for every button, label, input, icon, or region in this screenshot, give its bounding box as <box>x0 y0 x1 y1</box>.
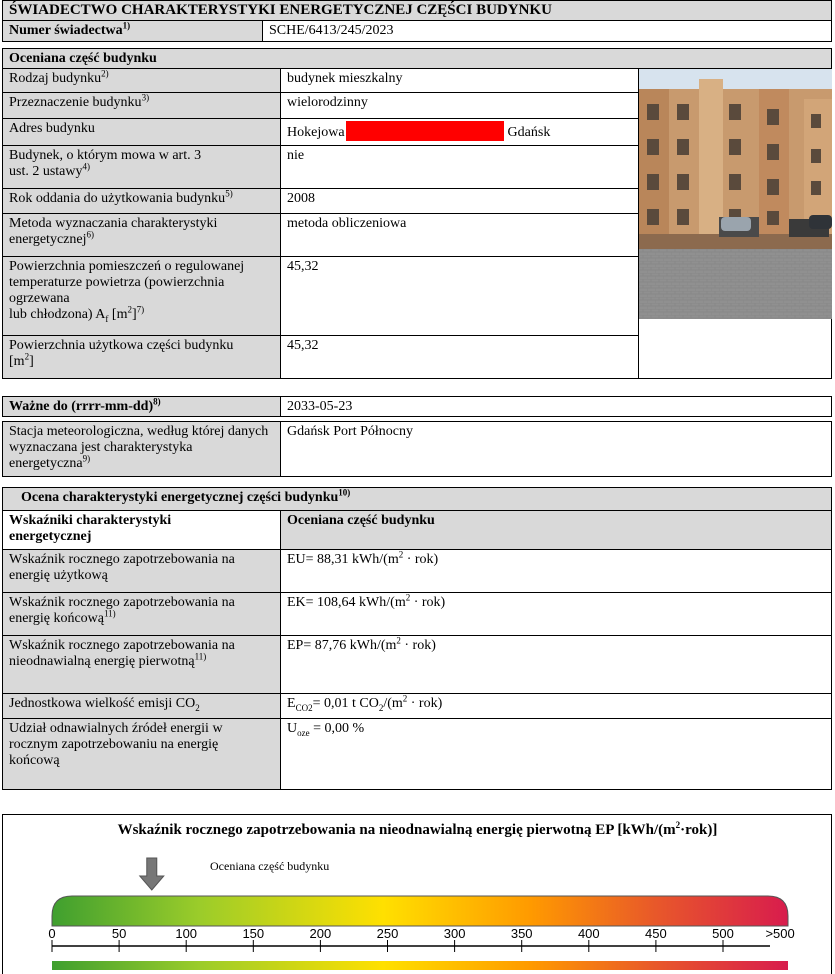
usable-area-label: Powierzchnia użytkowa części budynku $[m^2]$ <box>2 335 281 379</box>
ep-label: Wskaźnik rocznego zapotrzebowania na nieodnawialną energię pierwotną$^{11)}$ <box>2 635 281 694</box>
building-address-label: Adres budynku <box>2 118 281 146</box>
ep-tick-label: 450 <box>645 926 667 941</box>
ep-lower-bar <box>52 961 788 970</box>
building-purpose-value: wielorodzinny <box>280 92 639 119</box>
section-energy-title: Ocena charakterystyki energetycznej części budynku$^{10)}$ <box>2 487 832 511</box>
ep-scale <box>0 840 835 970</box>
ep-tick-label: 400 <box>577 926 600 941</box>
building-address-value: Hokejowa Gdańsk <box>280 118 639 146</box>
building-photo <box>639 69 832 319</box>
building-art3-value: nie <box>280 145 639 189</box>
ep-tick-label: 0 <box>48 926 56 941</box>
ep-tick-label: 300 <box>443 926 466 941</box>
indicators-header: Wskaźniki charakterystyki energetycznej <box>2 510 281 550</box>
section-building-title: Oceniana część budynku <box>2 48 832 69</box>
ep-tick-label: 150 <box>242 926 265 941</box>
ep-gradient-bar <box>52 896 788 926</box>
eu-label: Wskaźnik rocznego zapotrzebowania na energię użytkową <box>2 549 281 593</box>
building-art3-label: Budynek, o którym mowa w art. 3 ust. 2 ustawy$^{4)}$ <box>2 145 281 189</box>
building-type-value: budynek mieszkalny <box>280 68 639 93</box>
certificate-title: ŚWIADECTWO CHARAKTERYSTYKI ENERGETYCZNEJ CZĘŚCI BUDYNKU <box>2 0 832 21</box>
co2-label: Jednostkowa wielkość emisji $CO_2$ <box>2 693 281 719</box>
ep-tick-label: 50 <box>111 926 127 941</box>
renewables-value: $U_{oze} = 0,00$ % <box>280 718 832 790</box>
meteo-station-label: Stacja meteorologiczna, według której danych wyznaczana jest charakterystyka energetyczna$^{9)}$ <box>2 421 281 477</box>
calc-method-value: metoda obliczeniowa <box>280 213 639 257</box>
ep-tick-label: >500 <box>765 926 795 941</box>
assessed-marker-arrow <box>140 858 164 890</box>
calc-method-label: Metoda wyznaczania charakterystyki energetycznej$^{6)}$ <box>2 213 281 257</box>
building-type-label: Rodzaj budynku$^{2)}$ <box>2 68 281 93</box>
ek-label: Wskaźnik rocznego zapotrzebowania na energię końcową$^{11)}$ <box>2 592 281 636</box>
ep-tick-label: 350 <box>510 926 533 941</box>
usable-area-value: 45,32 <box>280 335 639 379</box>
ep-tick-label: 250 <box>376 926 399 941</box>
building-year-value: 2008 <box>280 188 639 214</box>
valid-until-label: Ważne do (rrrr-mm-dd)$^{8)}$ <box>2 396 281 417</box>
assessed-marker-label: Oceniana część budynku <box>210 859 330 873</box>
valid-until-value: 2033-05-23 <box>280 396 832 417</box>
building-year-label: Rok oddania do użytkowania budynku$^{5)}$ <box>2 188 281 214</box>
eu-value: EU= 88,31 kWh/$(m^2 \cdot rok)$ <box>280 549 832 593</box>
meteo-station-value: Gdańsk Port Północny <box>280 421 832 477</box>
certificate-number-value: SCHE/6413/245/2023 <box>262 20 832 42</box>
certificate-number-label: Numer świadectwa$^{1)}$ <box>2 20 263 42</box>
address-redaction <box>346 121 504 141</box>
ek-value: EK= 108,64 kWh/$(m^2 \cdot rok)$ <box>280 592 832 636</box>
renewables-label: Udział odnawialnych źródeł energii w rocznym zapotrzebowaniu na energię końcową <box>2 718 281 790</box>
ep-tick-label: 200 <box>309 926 332 941</box>
co2-value: $E_{CO2}= 0,01$ t $CO_2/(m^2 \cdot rok)$ <box>280 693 832 719</box>
heated-area-label: Powierzchnia pomieszczeń o regulowanej temperaturze powietrza (powierzchnia ogrzewana lub chłodzona) $A_f$ $[m^2]^{7)}$ <box>2 256 281 336</box>
assessed-part-header: Oceniana część budynku <box>280 510 832 550</box>
ep-tick-label: 100 <box>175 926 198 941</box>
ep-scale-title: Wskaźnik rocznego zapotrzebowania na nieodnawialną energię pierwotną EP $[kWh/(m^2\cdot rok)]$ <box>117 820 718 838</box>
ep-value: EP= 87,76 kWh/$(m^2 \cdot rok)$ <box>280 635 832 694</box>
ep-tick-label: 500 <box>712 926 734 941</box>
heated-area-value: 45,32 <box>280 256 639 336</box>
building-purpose-label: Przeznaczenie budynku$^{3)}$ <box>2 92 281 119</box>
